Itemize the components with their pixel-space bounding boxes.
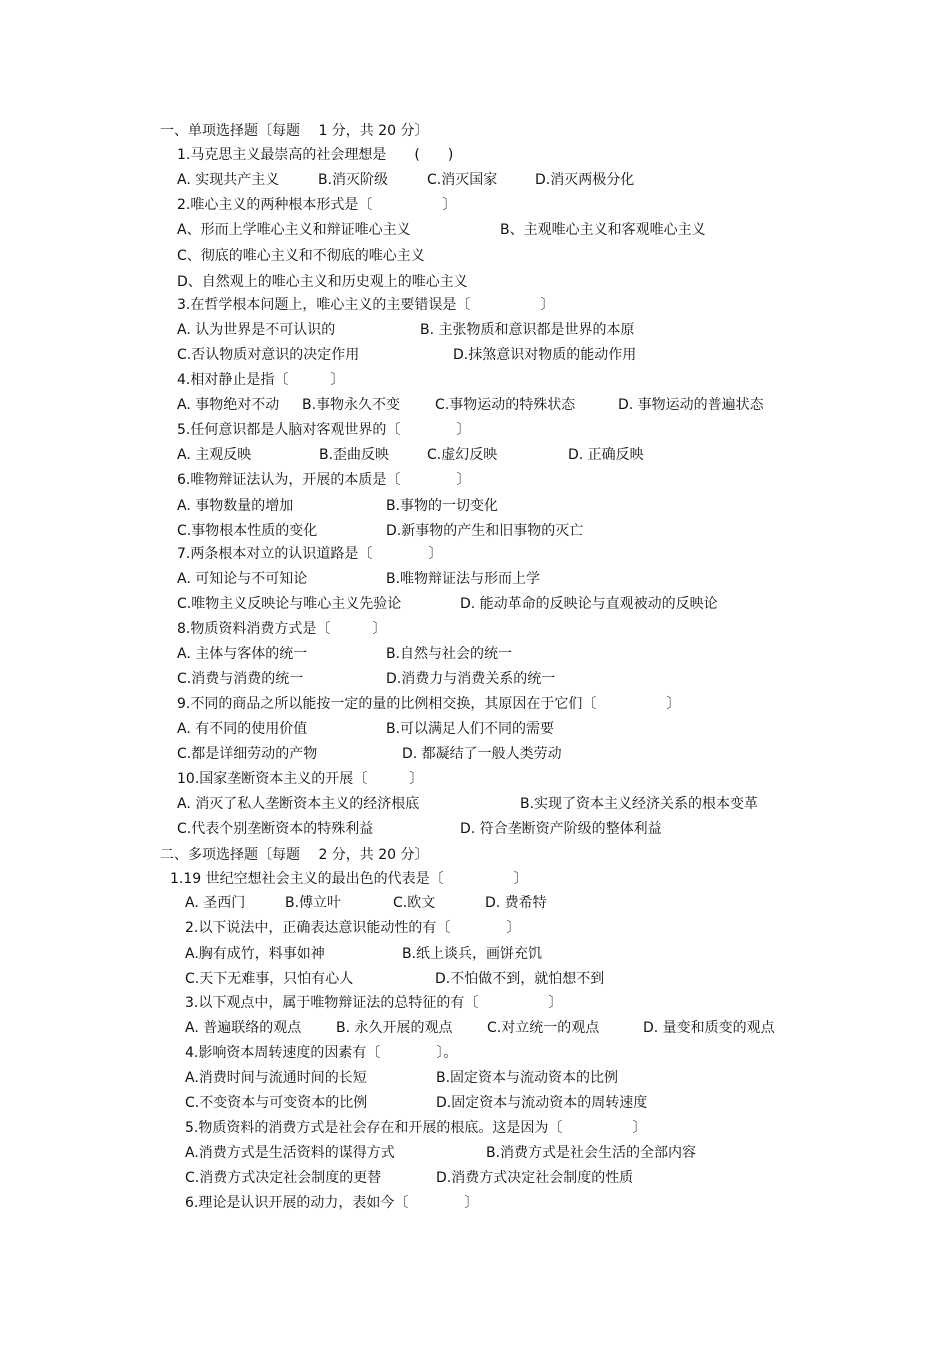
option-2-5-c: C.消费方式决定社会制度的更替 (185, 1170, 382, 1186)
question-2-1: 1.19 世纪空想社会主义的最出色的代表是〔 〕 (170, 871, 528, 887)
option-1-4-c: C.事物运动的特殊状态 (435, 397, 576, 413)
option-2-4-d: D.固定资本与流动资本的周转速度 (436, 1095, 648, 1111)
question-1-1: 1.马克思主义最崇高的社会理想是 ( ) (177, 147, 454, 163)
option-2-3-c: C.对立统一的观点 (487, 1020, 600, 1036)
option-1-7-a: A. 可知论与不可知论 (177, 571, 308, 587)
option-1-1-b: B.消灭阶级 (318, 172, 389, 188)
option-1-2-d: D、自然观上的唯心主义和历史观上的唯心主义 (177, 274, 468, 290)
option-1-10-a: A. 消灭了私人垄断资本主义的经济根底 (177, 796, 420, 812)
option-1-8-c: C.消费与消费的统一 (177, 671, 304, 687)
option-1-8-b: B.自然与社会的统一 (386, 646, 513, 662)
option-1-10-d: D. 符合垄断资产阶级的整体利益 (460, 821, 662, 837)
question-2-6: 6.理论是认识开展的动力，表如今〔 〕 (185, 1195, 479, 1211)
option-1-1-a: A. 实现共产主义 (177, 172, 280, 188)
option-1-2-a: A、形而上学唯心主义和辩证唯心主义 (177, 222, 411, 238)
option-2-4-a: A.消费时间与流通时间的长短 (185, 1070, 367, 1086)
option-2-4-c: C.不变资本与可变资本的比例 (185, 1095, 368, 1111)
option-1-5-a: A. 主观反映 (177, 447, 252, 463)
question-2-4: 4.影响资本周转速度的因素有〔 〕。 (185, 1045, 458, 1061)
question-1-8: 8.物质资料消费方式是〔 〕 (177, 621, 387, 637)
option-2-1-a: A. 圣西门 (185, 895, 246, 911)
option-1-3-c: C.否认物质对意识的决定作用 (177, 347, 360, 363)
option-1-7-d: D. 能动革命的反映论与直观被动的反映论 (460, 596, 718, 612)
question-1-6: 6.唯物辩证法认为，开展的本质是〔 〕 (177, 472, 471, 488)
question-1-2: 2.唯心主义的两种根本形式是〔 〕 (177, 197, 457, 213)
option-1-7-c: C.唯物主义反映论与唯心主义先验论 (177, 596, 402, 612)
option-1-3-b: B. 主张物质和意识都是世界的本原 (420, 322, 635, 338)
option-1-9-a: A. 有不同的使用价值 (177, 721, 308, 737)
option-1-6-b: B.事物的一切变化 (386, 498, 499, 514)
option-1-3-a: A. 认为世界是不可认识的 (177, 322, 336, 338)
option-2-3-b: B. 永久开展的观点 (336, 1020, 453, 1036)
question-1-7: 7.两条根本对立的认识道路是〔 〕 (177, 546, 443, 562)
option-1-4-a: A. 事物绝对不动 (177, 397, 280, 413)
question-2-5: 5.物质资料的消费方式是社会存在和开展的根底。这是因为〔 〕 (185, 1120, 647, 1136)
question-2-3: 3.以下观点中，属于唯物辩证法的总特征的有〔 〕 (185, 995, 563, 1011)
option-1-5-b: B.歪曲反映 (319, 447, 390, 463)
option-2-3-d: D. 量变和质变的观点 (643, 1020, 775, 1036)
option-2-5-d: D.消费方式决定社会制度的性质 (436, 1170, 634, 1186)
option-2-2-a: A.胸有成竹，料事如神 (185, 946, 325, 962)
option-1-8-a: A. 主体与客体的统一 (177, 646, 308, 662)
option-2-1-d: D. 费希特 (485, 895, 547, 911)
option-1-2-b: B、主观唯心主义和客观唯心主义 (500, 222, 706, 238)
option-1-8-d: D.消费力与消费关系的统一 (386, 671, 556, 687)
question-1-5: 5.任何意识都是人脑对客观世界的〔 〕 (177, 422, 471, 438)
option-1-9-c: C.都是详细劳动的产物 (177, 746, 318, 762)
option-2-5-a: A.消费方式是生活资料的谋得方式 (185, 1145, 395, 1161)
option-2-4-b: B.固定资本与流动资本的比例 (436, 1070, 619, 1086)
option-1-4-d: D. 事物运动的普遍状态 (618, 397, 764, 413)
section-heading-multi-choice: 二、多项选择题〔每题 2 分，共 20 分〕 (160, 847, 429, 863)
option-1-2-c: C、彻底的唯心主义和不彻底的唯心主义 (177, 248, 425, 264)
option-1-5-c: C.虚幻反映 (427, 447, 498, 463)
option-1-1-c: C.消灭国家 (427, 172, 498, 188)
option-2-2-d: D.不怕做不到，就怕想不到 (435, 971, 605, 987)
option-2-2-b: B.纸上谈兵，画饼充饥 (402, 946, 543, 962)
section-heading-single-choice: 一、单项选择题〔每题 1 分，共 20 分〕 (160, 123, 429, 139)
option-1-4-b: B.事物永久不变 (302, 397, 401, 413)
option-1-5-d: D. 正确反映 (568, 447, 644, 463)
option-1-9-d: D. 都凝结了一般人类劳动 (402, 746, 562, 762)
question-1-10: 10.国家垄断资本主义的开展〔 〕 (177, 771, 424, 787)
option-1-6-a: A. 事物数量的增加 (177, 498, 294, 514)
option-2-1-b: B.傅立叶 (285, 895, 342, 911)
option-1-6-d: D.新事物的产生和旧事物的灭亡 (386, 523, 584, 539)
option-1-9-b: B.可以满足人们不同的需要 (386, 721, 555, 737)
question-1-4: 4.相对静止是指〔 〕 (177, 372, 345, 388)
option-1-3-d: D.抹煞意识对物质的能动作用 (453, 347, 637, 363)
option-2-3-a: A. 普遍联络的观点 (185, 1020, 302, 1036)
option-2-1-c: C.欧文 (393, 895, 436, 911)
option-2-2-c: C.天下无难事，只怕有心人 (185, 971, 354, 987)
option-1-1-d: D.消灭两极分化 (535, 172, 635, 188)
option-2-5-b: B.消费方式是社会生活的全部内容 (486, 1145, 697, 1161)
question-1-9: 9.不同的商品之所以能按一定的量的比例相交换，其原因在于它们〔 〕 (177, 696, 681, 712)
question-2-2: 2.以下说法中，正确表达意识能动性的有〔 〕 (185, 920, 521, 936)
option-1-10-c: C.代表个别垄断资本的特殊利益 (177, 821, 374, 837)
option-1-7-b: B.唯物辩证法与形而上学 (386, 571, 541, 587)
option-1-10-b: B.实现了资本主义经济关系的根本变革 (520, 796, 759, 812)
option-1-6-c: C.事物根本性质的变化 (177, 523, 318, 539)
question-1-3: 3.在哲学根本问题上，唯心主义的主要错误是〔 〕 (177, 297, 555, 313)
